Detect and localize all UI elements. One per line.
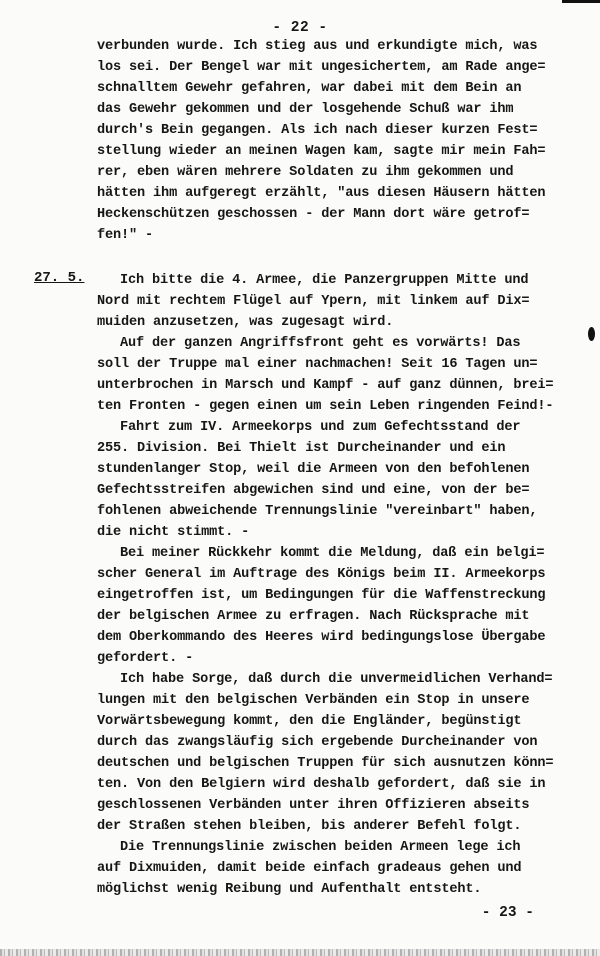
text-line: soll der Truppe mal einer nachmachen! Seit 16 Tagen un= (97, 357, 538, 372)
text-line: dem Oberkommando des Heeres wird bedingungslose Übergabe (97, 630, 546, 645)
text-line: lungen mit den belgischen Verbänden ein Stop in unsere (97, 693, 530, 708)
margin-date: 27. 5. (34, 270, 85, 286)
text-line: Heckenschützen geschossen - der Mann dort wäre getrof= (97, 207, 530, 222)
text-line: Fahrt zum IV. Armeekorps und zum Gefechtsstand der (120, 420, 521, 435)
text-line: die nicht stimmt. - (97, 525, 250, 540)
margin-ink-mark (588, 327, 595, 341)
text-line: unterbrochen in Marsch und Kampf - auf ganz dünnen, brei= (97, 378, 554, 393)
text-line: ten Fronten - gegen einen um sein Leben ringenden Feind!- (97, 399, 554, 414)
text-line: durch's Bein gegangen. Als ich nach dieser kurzen Fest= (97, 123, 538, 138)
next-page-catchword: - 23 - (481, 905, 534, 921)
text-line: Die Trennungslinie zwischen beiden Armeen lege ich (120, 840, 521, 855)
text-line: gefordert. - (97, 651, 194, 666)
text-line: muiden anzusetzen, was zugesagt wird. (97, 315, 394, 330)
text-line: Vorwärtsbewegung kommt, den die Engländer, begünstigt (97, 714, 522, 729)
text-line: Gefechtsstreifen abgewichen sind und eine, von der be= (97, 483, 530, 498)
text-line: Nord mit rechtem Flügel auf Ypern, mit linkem auf Dix= (97, 294, 530, 309)
text-line: fohlenen abweichende Trennungslinie "vereinbart" haben, (97, 504, 538, 519)
text-line: stellung wieder an meinen Wagen kam, sagte mir mein Fah= (97, 144, 546, 159)
text-line: das Gewehr gekommen und der losgehende Schuß war ihm (97, 102, 514, 117)
text-line: eingetroffen ist, um Bedingungen für die Waffenstreckung (97, 588, 546, 603)
text-line: stundenlanger Stop, weil die Armeen von den befohlenen (97, 462, 530, 477)
text-line: fen!" - (97, 228, 154, 243)
text-line: Bei meiner Rückkehr kommt die Meldung, daß ein belgi= (120, 546, 545, 561)
text-line: der belgischen Armee zu erfragen. Nach Rücksprache mit (97, 609, 530, 624)
text-line: Ich bitte die 4. Armee, die Panzergruppen Mitte und (120, 273, 529, 288)
text-line: deutschen und belgischen Truppen für sich ausnutzen könn= (97, 756, 554, 771)
text-line: 255. Division. Bei Thielt ist Durcheinander und ein (97, 441, 506, 456)
scan-corner-mark (562, 0, 600, 3)
text-line: geschlossenen Verbänden unter ihren Offizieren abseits (97, 798, 530, 813)
text-line: schnalltem Gewehr gefahren, war dabei mit dem Bein an (97, 81, 522, 96)
text-line: möglichst wenig Reibung und Aufenthalt entsteht. (97, 882, 482, 897)
text-line: durch das zwangsläufig sich ergebende Durcheinander von (97, 735, 538, 750)
text-line: ten. Von den Belgiern wird deshalb gefordert, daß sie in (97, 777, 546, 792)
text-line: verbunden wurde. Ich stieg aus und erkundigte mich, was (97, 39, 538, 54)
text-line: auf Dixmuiden, damit beide einfach gradeaus gehen und (97, 861, 522, 876)
text-line: der Straßen stehen bleiben, bis anderer Befehl folgt. (97, 819, 522, 834)
text-line: los sei. Der Bengel war mit ungesichertem, am Rade ange= (97, 60, 546, 75)
scan-bottom-edge (0, 949, 600, 956)
text-line: Ich habe Sorge, daß durch die unvermeidlichen Verhand= (120, 672, 553, 687)
text-line: hätten ihm aufgeregt erzählt, "aus diesen Häusern hätten (97, 186, 546, 201)
page-number: - 22 - (272, 20, 328, 36)
text-line: Auf der ganzen Angriffsfront geht es vorwärts! Das (120, 336, 521, 351)
text-line: scher General im Auftrage des Königs beim II. Armeekorps (97, 567, 546, 582)
text-line: rer, eben wären mehrere Soldaten zu ihm gekommen und (97, 165, 514, 180)
